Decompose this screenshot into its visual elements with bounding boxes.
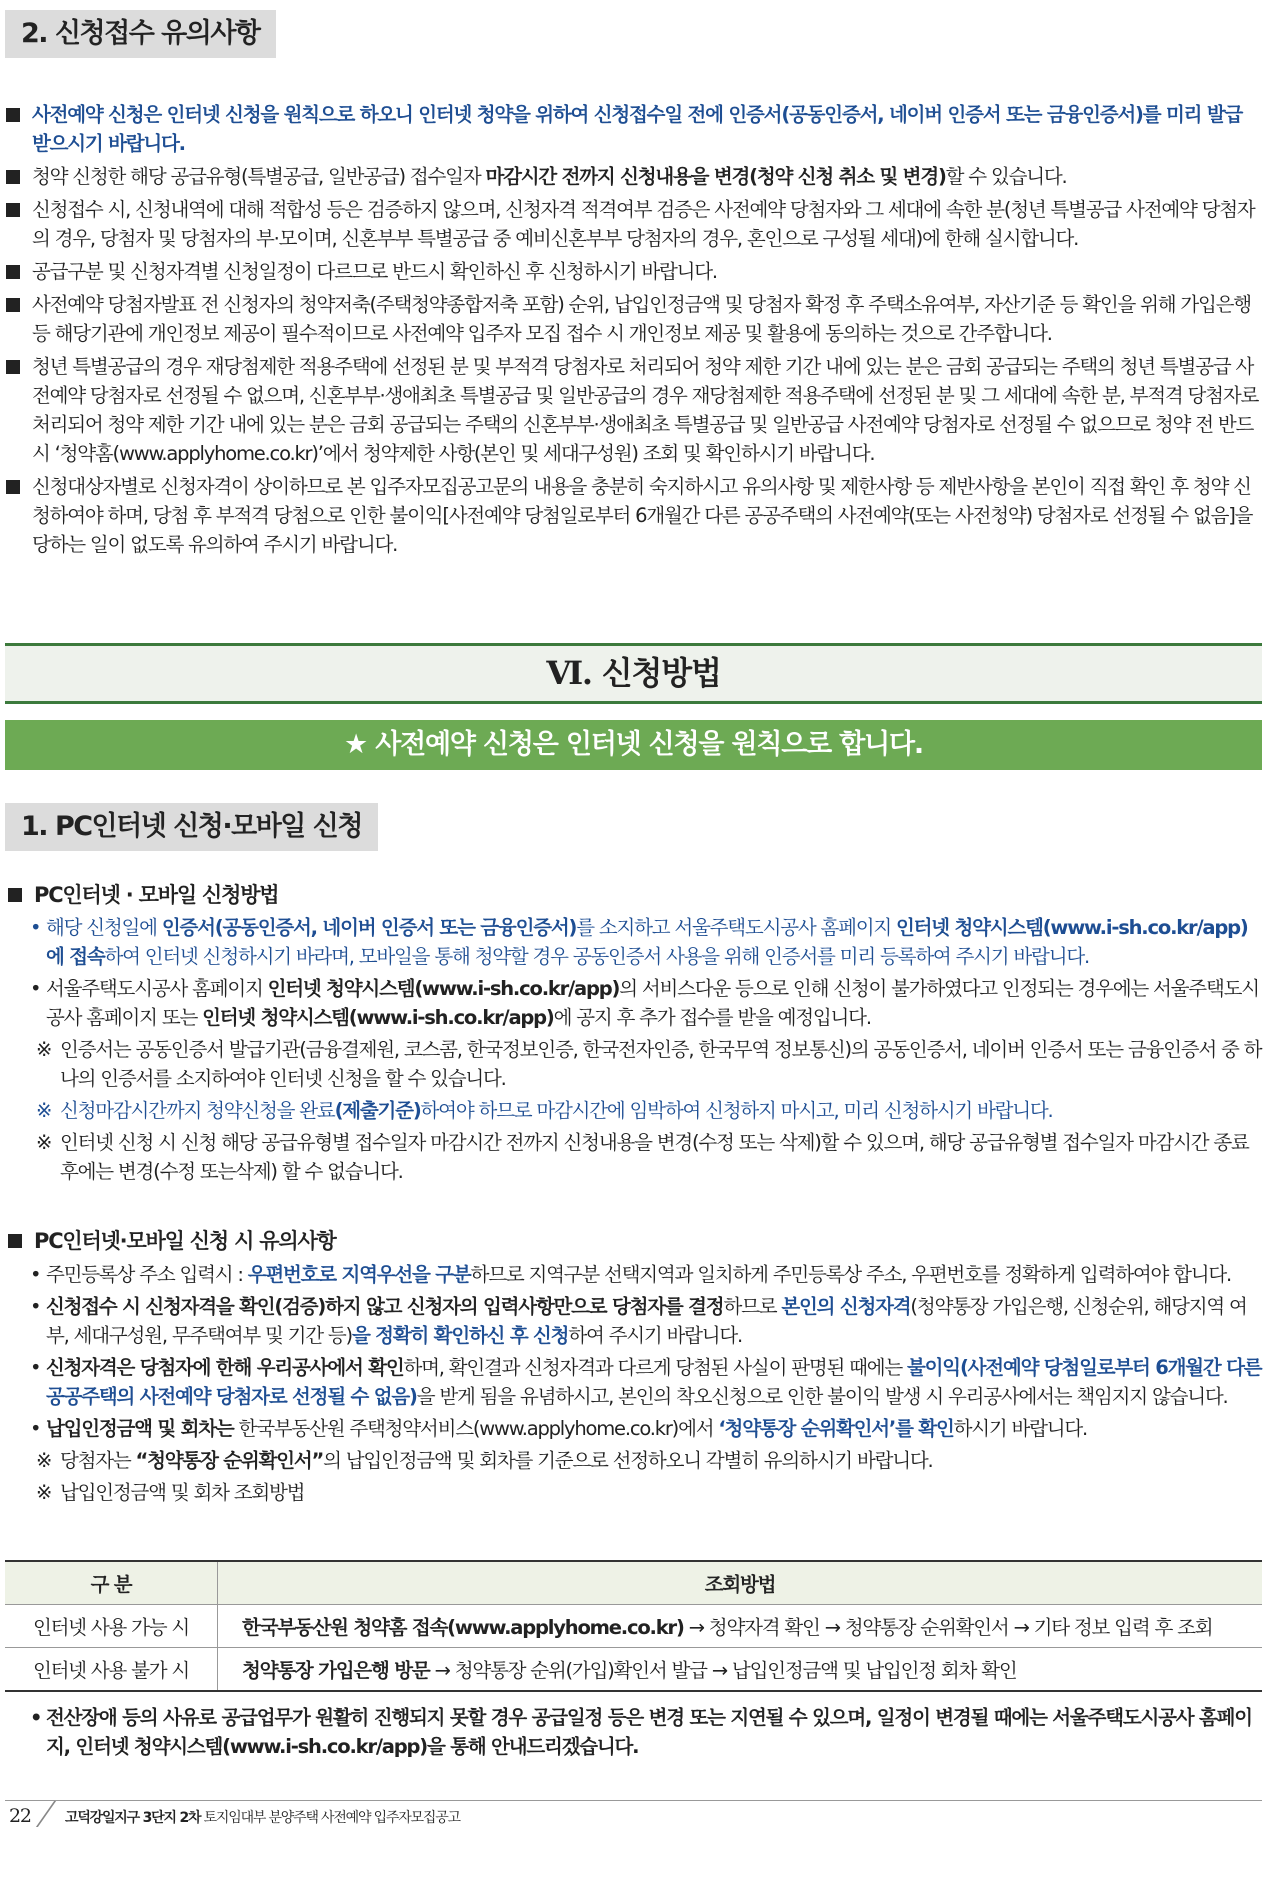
- list-item: 신청대상자별로 신청자격이 상이하므로 본 입주자모집공고문의 내용을 충분히 숙지하시고 유의사항 및 제한사항 등 제반사항을 본인이 직접 확인 후 청약 신청하여야 하며, 당첨 후 부적격 당첨으로 인한 불이익[사전예약 당첨일로부터 6개월간 다른 공공주택의 사전예약(또는 사전청약) 당첨자로 선정될 수 없음]을 당하는 일이 없도록 유의하여 주시기 바랍니다.: [5, 472, 1262, 559]
- note-item: ※ 인증서는 공동인증서 발급기관(금융결제원, 코스콤, 한국정보인증, 한국전자인증, 한국무역 정보통신)의 공동인증서, 네이버 인증서 또는 금융인증서 중 하나의 인증서를 소지하여야 인터넷 신청을 할 수 있습니다.: [30, 1035, 1262, 1093]
- inquiry-table: [5, 1560, 1262, 1692]
- section-heading: 1. PC인터넷 신청·모바일 신청: [5, 803, 378, 851]
- notice-list: [5, 100, 1262, 563]
- list-item: 신청접수 시, 신청내역에 대해 적합성 등은 검증하지 않으며, 신청자격 적격여부 검증은 사전예약 당첨자와 그 세대에 속한 분(청년 특별공급 사전예약 당첨자의 경우, 당첨자 및 당첨자의 부·모이며, 신혼부부 특별공급 중 예비신혼부부 당첨자의 경우, 혼인으로 구성될 세대)에 한해 실시합니다.: [5, 195, 1262, 253]
- list-item: • 신청자격은 당첨자에 한해 우리공사에서 확인하며, 확인결과 신청자격과 다르게 당첨된 사실이 판명된 때에는 불이익(사전예약 당첨일로부터 6개월간 다른 공공주택의 사전예약 당첨자로 선정될 수 없음)을 받게 됨을 유념하시고, 본인의 착오신청으로 인한 불이익 발생 시 우리공사에서는 책임지지 않습니다.: [30, 1353, 1262, 1411]
- list-item: • 전산장애 등의 사유로 공급업무가 원활히 진행되지 못할 경우 공급일정 등은 변경 또는 지연될 수 있으며, 일정이 변경될 때에는 서울주택도시공사 홈페이지, 인터넷 청약시스템(www.i-sh.co.kr/app)을 통해 안내드리겠습니다.: [30, 1703, 1262, 1761]
- note-item: ※ 인터넷 신청 시 신청 해당 공급유형별 접수일자 마감시간 전까지 신청내용을 변경(수정 또는 삭제)할 수 있으며, 해당 공급유형별 접수일자 마감시간 종료 후에는 변경(수정 또는삭제) 할 수 없습니다.: [30, 1128, 1262, 1186]
- list-item: 사전예약 당첨자발표 전 신청자의 청약저축(주택청약종합저축 포함) 순위, 납입인정금액 및 당첨자 확정 후 주택소유여부, 자산기준 등 확인을 위해 가입은행 등 해당기관에 개인정보 제공이 필수적이므로 사전예약 입주자 모집 접수 시 개인정보 제공 및 활용에 동의하는 것으로 간주합니다.: [5, 290, 1262, 348]
- table-cell: 인터넷 사용 가능 시: [5, 1605, 218, 1648]
- list-item: • 주민등록상 주소 입력시 : 우편번호로 지역우선을 구분하므로 지역구분 선택지역과 일치하게 주민등록상 주소, 우편번호를 정확하게 입력하여야 합니다.: [30, 1260, 1262, 1289]
- note-item: ※ 신청마감시간까지 청약신청을 완료(제출기준)하여야 하므로 마감시간에 임박하여 신청하지 마시고, 미리 신청하시기 바랍니다.: [30, 1096, 1262, 1125]
- table-header: 구 분: [5, 1561, 218, 1605]
- subsection-heading: PC인터넷 · 모바일 신청방법: [8, 880, 278, 910]
- list-item: 청약 신청한 해당 공급유형(특별공급, 일반공급) 접수일자 마감시간 전까지 신청내용을 변경(청약 신청 취소 및 변경)할 수 있습니다.: [5, 162, 1262, 191]
- list-item: 청년 특별공급의 경우 재당첨제한 적용주택에 선정된 분 및 부적격 당첨자로 처리되어 청약 제한 기간 내에 있는 분은 금회 공급되는 주택의 청년 특별공급 사전예약 당첨자로 선정될 수 없으며, 신혼부부·생애최초 특별공급 및 일반공급의 경우 재당첨제한 적용주택에 선정된 분 및 그 세대에 속한 분, 부적격 당첨자로 처리되어 청약 제한 기간 내에 있는 분은 금회 공급되는 주택의 신혼부부·생애최초 특별공급 및 일반공급 사전예약 당첨자로 선정될 수 없으므로 청약 전 반드시 ‘청약홈(www.applyhome.co.kr)’에서 청약제한 사항(본인 및 세대구성원) 조회 및 확인하시기 바랍니다.: [5, 352, 1262, 468]
- table-row: [5, 1605, 1262, 1648]
- subsection-heading: PC인터넷·모바일 신청 시 유의사항: [8, 1226, 336, 1256]
- footer-text: 고덕강일지구 3단지 2차 토지임대부 분양주택 사전예약 입주자모집공고: [65, 1810, 460, 1826]
- note-item: ※ 납입인정금액 및 회차 조회방법: [30, 1478, 1262, 1507]
- final-note-list: [30, 1703, 1262, 1764]
- table-cell: 한국부동산원 청약홈 접속(www.applyhome.co.kr) → 청약자격 확인 → 청약통장 순위확인서 → 기타 정보 입력 후 조회: [218, 1605, 1263, 1648]
- list-item: 공급구분 및 신청자격별 신청일정이 다르므로 반드시 확인하신 후 신청하시기 바랍니다.: [5, 257, 1262, 286]
- note-item: ※ 당첨자는 “청약통장 순위확인서”의 납입인정금액 및 회차를 기준으로 선정하오니 각별히 유의하시기 바랍니다.: [30, 1446, 1262, 1475]
- table-header-row: [5, 1561, 1262, 1605]
- method-list: [30, 913, 1262, 1189]
- table-cell: 청약통장 가입은행 방문 → 청약통장 순위(가입)확인서 발급 → 납입인정금액 및 납입인정 회차 확인: [218, 1648, 1263, 1692]
- list-item: 사전예약 신청은 인터넷 신청을 원칙으로 하오니 인터넷 청약을 위하여 신청접수일 전에 인증서(공동인증서, 네이버 인증서 또는 금융인증서)를 미리 발급 받으시기 바랍니다.: [5, 100, 1262, 158]
- list-item: • 서울주택도시공사 홈페이지 인터넷 청약시스템(www.i-sh.co.kr/app)의 서비스다운 등으로 인해 신청이 불가하였다고 인정되는 경우에는 서울주택도시공사 홈페이지 또는 인터넷 청약시스템(www.i-sh.co.kr/app)에 공지 후 추가 접수를 받을 예정입니다.: [30, 974, 1262, 1032]
- table-cell: 인터넷 사용 불가 시: [5, 1648, 218, 1692]
- page-number: 22: [9, 1805, 31, 1827]
- footer-divider: [36, 1801, 56, 1827]
- table-header: 조회방법: [218, 1561, 1263, 1605]
- list-item: • 신청접수 시 신청자격을 확인(검증)하지 않고 신청자의 입력사항만으로 당첨자를 결정하므로 본인의 신청자격(청약통장 가입은행, 신청순위, 해당지역 여부, 세대구성원, 무주택여부 및 기간 등)을 정확히 확인하신 후 신청하여 주시기 바랍니다.: [30, 1292, 1262, 1350]
- list-item: • 해당 신청일에 인증서(공동인증서, 네이버 인증서 또는 금융인증서)를 소지하고 서울주택도시공사 홈페이지 인터넷 청약시스템(www.i-sh.co.kr/app)에 접속하여 인터넷 신청하시기 바라며, 모바일을 통해 청약할 경우 공동인증서 사용을 위해 인증서를 미리 등록하여 주시기 바랍니다.: [30, 913, 1262, 971]
- caution-list: [30, 1260, 1262, 1510]
- table-row: [5, 1648, 1262, 1692]
- chapter-title: Ⅵ. 신청방법: [5, 643, 1262, 704]
- page-footer: [5, 1800, 1262, 1827]
- section-heading: 2. 신청접수 유의사항: [5, 10, 276, 58]
- list-item: • 납입인정금액 및 회차는 한국부동산원 주택청약서비스(www.applyhome.co.kr)에서 ‘청약통장 순위확인서’를 확인하시기 바랍니다.: [30, 1414, 1262, 1443]
- chapter-banner: ★ 사전예약 신청은 인터넷 신청을 원칙으로 합니다.: [5, 720, 1262, 770]
